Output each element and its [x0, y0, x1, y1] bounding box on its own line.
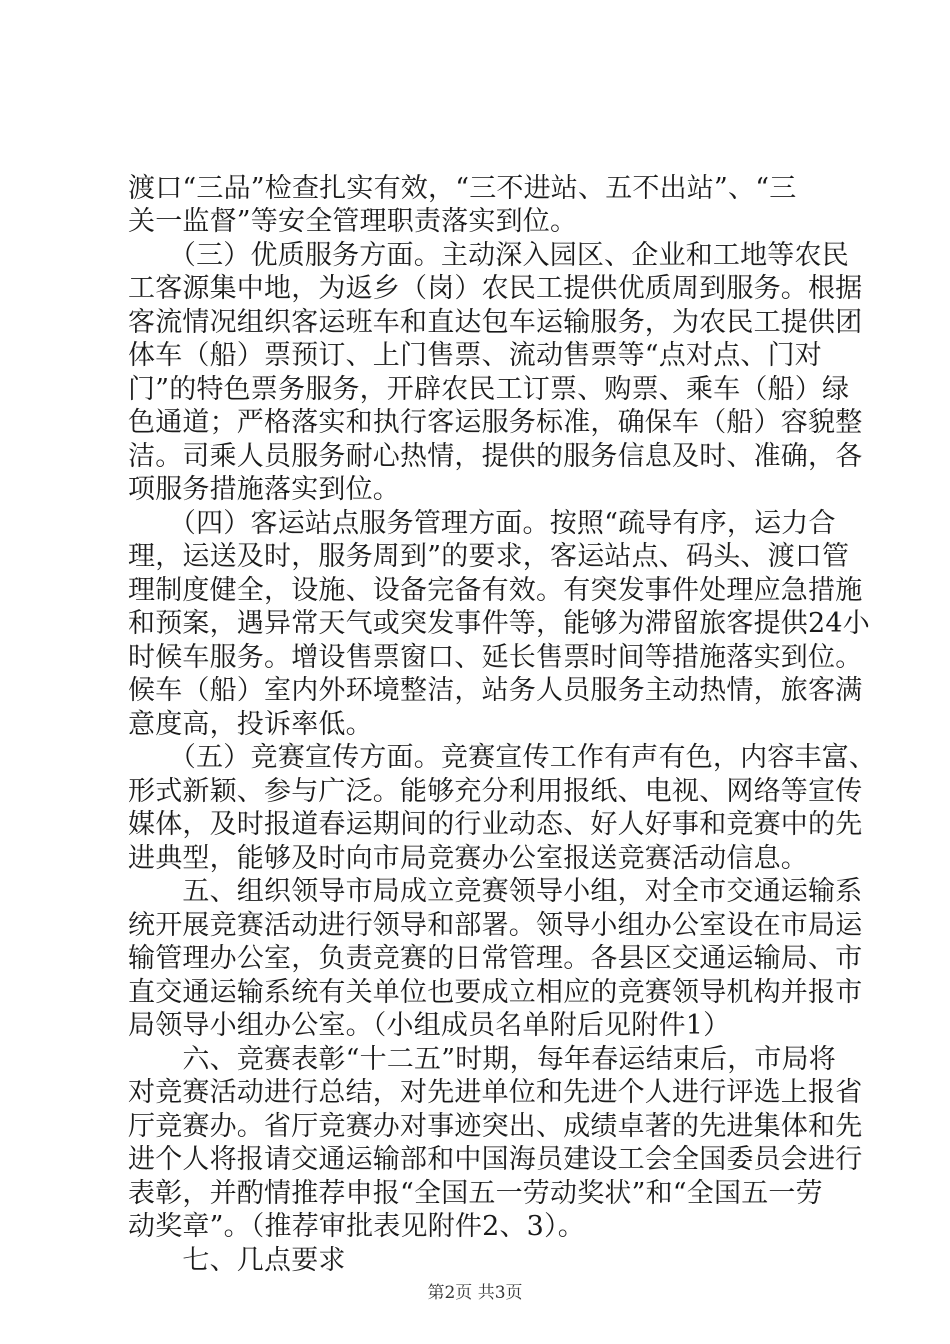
body-text-line: 进个人将报请交通运输部和中国海员建设工会全国委员会进行 — [128, 1144, 863, 1175]
body-text-line: 动奖章”。（推荐审批表见附件2、3）。 — [128, 1211, 585, 1242]
body-text-line: 统开展竞赛活动进行领导和部署。领导小组办公室设在市局运 — [128, 910, 863, 941]
body-text-line: 体车（船）票预订、上门售票、流动售票等“点对点、门对 — [128, 340, 823, 371]
body-text-line: 色通道；严格落实和执行客运服务标准，确保车（船）容貌整 — [128, 407, 863, 438]
body-text-line: 局领导小组办公室。（小组成员名单附后见附件1） — [128, 1010, 731, 1041]
body-text-line: 门”的特色票务服务，开辟农民工订票、购票、乘车（船）绿 — [128, 374, 850, 405]
body-text-line: （四）客运站点服务管理方面。按照“疏导有序，运力合 — [128, 508, 836, 539]
body-text-line: 和预案，遇异常天气或突发事件等，能够为滞留旅客提供24小 — [128, 608, 870, 639]
body-text-line: （五）竞赛宣传方面。竞赛宣传工作有声有色，内容丰富、 — [128, 742, 877, 773]
body-text-line: 形式新颖、参与广泛。能够充分利用报纸、电视、网络等宣传 — [128, 776, 863, 807]
body-text-line: 媒体，及时报道春运期间的行业动态、好人好事和竞赛中的先 — [128, 809, 863, 840]
body-text-line: 输管理办公室，负责竞赛的日常管理。各县区交通运输局、市 — [128, 943, 863, 974]
body-text-line: 六、竞赛表彰“十二五”时期，每年春运结束后，市局将 — [128, 1044, 837, 1075]
body-text-line: 时候车服务。增设售票窗口、延长售票时间等措施落实到位。 — [128, 642, 863, 673]
body-text-line: 五、组织领导市局成立竞赛领导小组，对全市交通运输系 — [128, 876, 863, 907]
body-text-line: 渡口“三品”检查扎实有效，“三不进站、五不出站”、“三 — [128, 173, 797, 204]
body-text-line: （三）优质服务方面。主动深入园区、企业和工地等农民 — [128, 240, 849, 271]
body-text-line: 七、几点要求 — [128, 1245, 346, 1276]
body-text-line: 理，运送及时，服务周到”的要求，客运站点、码头、渡口管 — [128, 541, 850, 572]
body-text-line: 项服务措施落实到位。 — [128, 474, 400, 505]
body-text-line: 进典型，能够及时向市局竞赛办公室报送竞赛活动信息。 — [128, 843, 808, 874]
body-text-line: 直交通运输系统有关单位也要成立相应的竞赛领导机构并报市 — [128, 977, 863, 1008]
body-text-line: 理制度健全，设施、设备完备有效。有突发事件处理应急措施 — [128, 575, 863, 606]
body-text-line: 客流情况组织客运班车和直达包车运输服务，为农民工提供团 — [128, 307, 863, 338]
body-text-line: 候车（船）室内外环境整洁，站务人员服务主动热情，旅客满 — [128, 675, 863, 706]
page-number-footer: 第2页 共3页 — [427, 1283, 523, 1303]
body-text-line: 表彰，并酌情推荐申报“全国五一劳动奖状”和“全国五一劳 — [128, 1178, 823, 1209]
body-text-line: 关一监督”等安全管理职责落实到位。 — [128, 206, 578, 237]
body-text-line: 厅竞赛办。省厅竞赛办对事迹突出、成绩卓著的先进集体和先 — [128, 1111, 863, 1142]
body-text-line: 对竞赛活动进行总结，对先进单位和先进个人进行评选上报省 — [128, 1077, 863, 1108]
body-text-line: 洁。司乘人员服务耐心热情，提供的服务信息及时、准确，各 — [128, 441, 863, 472]
body-text-line: 工客源集中地，为返乡（岗）农民工提供优质周到服务。根据 — [128, 273, 863, 304]
body-text-line: 意度高，投诉率低。 — [128, 709, 373, 740]
